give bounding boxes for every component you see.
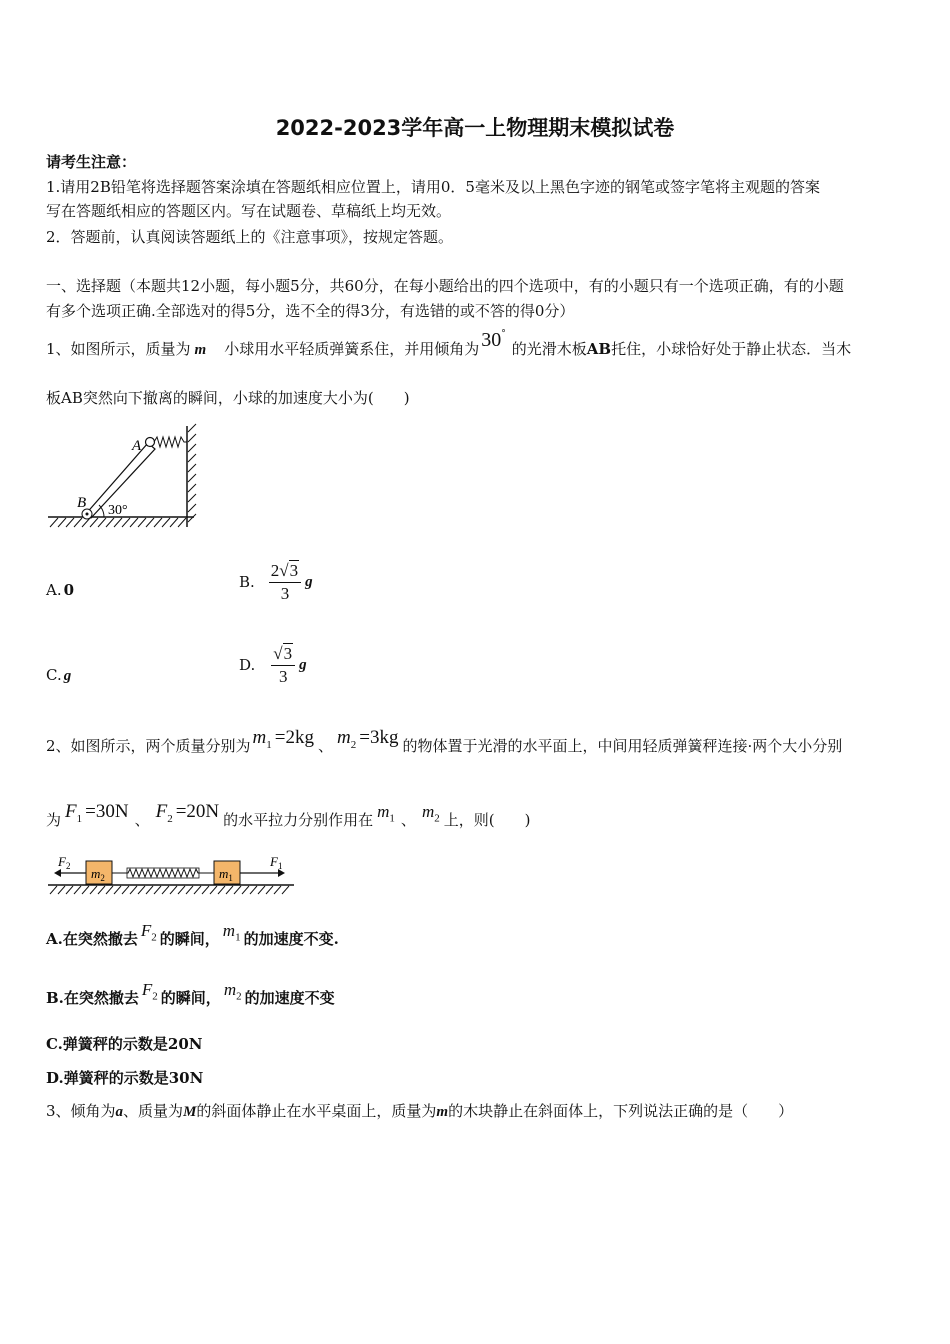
- q2-mass-1: $m_1 =2kg$: [252, 727, 314, 751]
- option-label: D.: [239, 656, 256, 674]
- f2-label: $F_2$: [58, 854, 71, 871]
- q2-force-2: $F_2 =20N$: [155, 801, 220, 825]
- coefficient: 2: [270, 560, 280, 580]
- q1-option-d[interactable]: [239, 639, 307, 691]
- q1-option-c[interactable]: [46, 666, 71, 685]
- sqrt-sign: √: [273, 643, 283, 663]
- q2-option-a[interactable]: A.在突然撤去 $F_2$ 的瞬间， $m_1$ 的加速度不变.: [46, 921, 339, 948]
- section-heading: 一、选择题（本题共12小题，每小题5分，共60分，在每小题给出的四个选项中，有的小题只有一个选项正确，有的小题: [46, 277, 844, 295]
- q2-figure: [44, 848, 300, 898]
- option-label: B.: [239, 573, 255, 591]
- sqrt-sign: √: [279, 560, 289, 580]
- q1-text: 的光滑木板: [511, 340, 587, 358]
- m1-label: $m_1$: [219, 866, 233, 883]
- q2-m1-ref: $m_1$: [377, 802, 395, 825]
- ground-hatching: [50, 886, 289, 894]
- fraction: [271, 643, 295, 688]
- radicand: 3: [289, 560, 299, 580]
- q3-angle-symbol: a: [115, 1104, 124, 1120]
- f1-label: $F_1$: [270, 854, 283, 871]
- q2-stem-line-2: 为 $F_1 =30N$ 、 $F_2 =20N$ 的水平拉力分别作用在 $m_1$ 、 $m_2$ 上，则( ): [46, 801, 531, 829]
- q1-text: 1、如图所示，质量为: [46, 340, 191, 358]
- q1-stem-line-1: [46, 329, 852, 361]
- ground-hatching: [50, 518, 186, 527]
- option-value: 0: [63, 581, 75, 599]
- q1-mass-symbol: m: [194, 342, 207, 358]
- denominator: 3: [280, 583, 290, 603]
- q1-angle: 30: [481, 329, 502, 351]
- page-title: 2022-2023学年高一上物理期末模拟试卷: [275, 116, 675, 140]
- q1-figure: [44, 418, 204, 536]
- radicand: 3: [283, 643, 293, 663]
- q2-text: 的物体置于光滑的水平面上，中间用轻质弹簧秤连接·两个大小分别: [402, 737, 843, 755]
- q1-text: 小球用水平轻质弹簧系住，并用倾角为: [224, 340, 480, 358]
- q2-text: 2、如图所示，两个质量分别为: [46, 737, 251, 755]
- notice-line-1-cont: 写在答题纸相应的答题区内。写在试题卷、草稿纸上均无效。: [46, 202, 452, 220]
- ball: [146, 438, 155, 447]
- spring: [154, 437, 187, 447]
- q3-stem: 3、倾角为a、质量为M的斜面体静止在水平桌面上，质量为m的木块静止在斜面体上，下列说法正确的是（ ）: [46, 1102, 794, 1120]
- q1-degree: °: [501, 329, 506, 339]
- denominator: 3: [278, 666, 288, 686]
- q1-option-b[interactable]: [239, 556, 313, 608]
- section-heading-cont: 有多个选项正确.全部选对的得5分，选不全的得3分，有选错的或不答的得0分）: [46, 302, 575, 320]
- gravity-symbol: g: [305, 574, 313, 590]
- m2-label: $m_2$: [91, 866, 105, 883]
- q2-option-d[interactable]: D.弹簧秤的示数是30N: [46, 1069, 204, 1087]
- hinge-pin: [86, 513, 89, 516]
- q2-force-1: $F_1 =30N$: [65, 801, 129, 825]
- q2-option-b[interactable]: B.在突然撤去 $F_2$ 的瞬间， $m_2$ 的加速度不变: [46, 980, 335, 1007]
- angle-label: 30°: [108, 503, 128, 518]
- gravity-symbol: g: [299, 657, 307, 673]
- q2-mass-2: $m_2 =3kg$: [337, 727, 399, 751]
- q1-board-label: AB: [586, 340, 612, 358]
- option-label: C.: [46, 666, 62, 684]
- option-label: A.: [46, 581, 62, 599]
- q1-option-a[interactable]: [46, 581, 74, 599]
- q3-big-mass-symbol: M: [183, 1104, 197, 1120]
- point-b-label: B: [77, 495, 87, 511]
- notice-heading: 请考生注意：: [46, 153, 137, 171]
- q2-stem-line-1: 2、如图所示，两个质量分别为 $m_1 =2kg$ 、 $m_2 =3kg$ 的物体置于光滑的水平面上，中间用轻质弹簧秤连接·两个大小分别: [46, 727, 843, 755]
- notice-line-1: 1.请用2B铅笔将选择题答案涂填在答题纸相应位置上，请用0．5毫米及以上黑色字迹的钢笔或签字笔将主观题的答案: [46, 178, 820, 196]
- point-a-label: A: [132, 438, 142, 454]
- option-value: g: [63, 668, 72, 684]
- q1-text: 托住，小球恰好处于静止状态．当木: [611, 340, 852, 358]
- force-f2-arrowhead: [54, 869, 61, 877]
- wall-hatching: [188, 424, 196, 522]
- q2-option-c[interactable]: C.弹簧秤的示数是20N: [46, 1035, 203, 1053]
- notice-line-2: 2．答题前，认真阅读答题纸上的《注意事项》，按规定答题。: [46, 228, 454, 246]
- q2-m2-ref: $m_2$: [421, 802, 440, 825]
- q3-mass-symbol: m: [436, 1104, 449, 1120]
- fraction: [269, 560, 301, 605]
- q1-stem-line-2: 板AB突然向下撤离的瞬间，小球的加速度大小为( ): [46, 389, 410, 407]
